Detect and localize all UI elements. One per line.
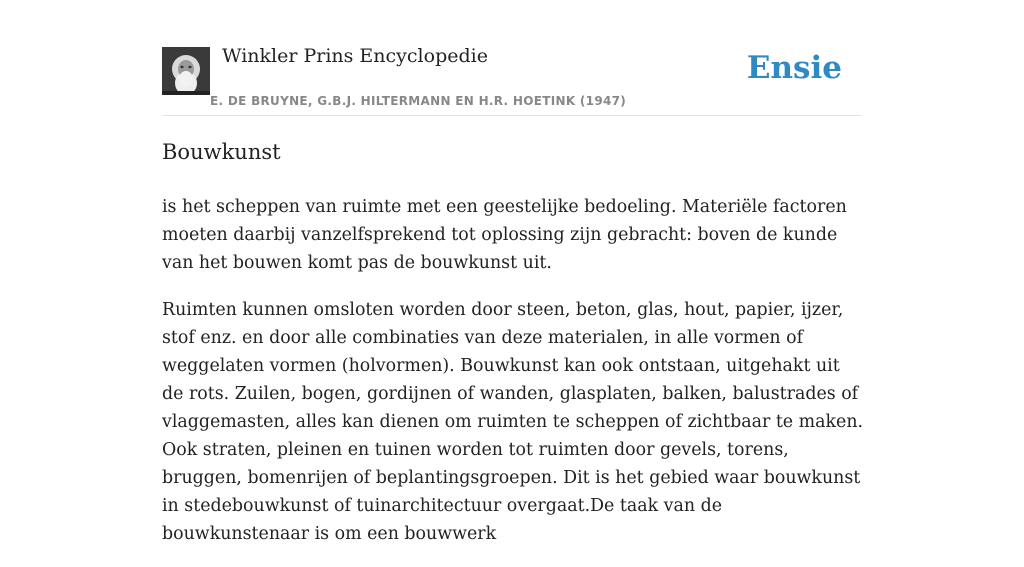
article-body (162, 193, 864, 567)
author-portrait-icon (162, 47, 210, 95)
article-paragraph: Ruimten kunnen omsloten worden door steen, beton, glas, hout, papier, ijzer, stof enz. en door alle combinaties van deze materialen, in alle vormen of weggelaten vormen (holvormen). Bouwkunst kan ook ontstaan, uitgehakt uit de rots. Zuilen, bogen, gordijnen of wanden, glasplaten, balken, balustrades of vlaggemasten, alles kan dienen om ruimten te scheppen of zichtbaar te maken. Ook straten, pleinen en tuinen worden tot ruimten door gevels, torens, bruggen, bomenrijen of beplantingsgroepen. Dit is het gebied waar bouwkunst in stedebouwkunst of tuinarchitectuur overgaat.De taak van de bouwkunstenaar is om een bouwwerk (162, 300, 864, 544)
article-title: Bouwkunst (162, 140, 281, 164)
site-title[interactable]: Winkler Prins Encyclopedie (222, 45, 488, 67)
authors-credit: E. DE BRUYNE, G.B.J. HILTERMANN EN H.R. HOETINK (1947) (210, 94, 627, 108)
ensie-logo[interactable]: Ensie (746, 50, 842, 86)
author-avatar[interactable] (162, 47, 210, 95)
site-header (162, 0, 862, 116)
article-paragraph: is het scheppen van ruimte met een geestelijke bedoeling. Materiële factoren moeten daarbij vanzelfsprekend tot oplossing zijn gebracht: boven de kunde van het bouwen komt pas de bouwkunst uit. (162, 197, 847, 273)
